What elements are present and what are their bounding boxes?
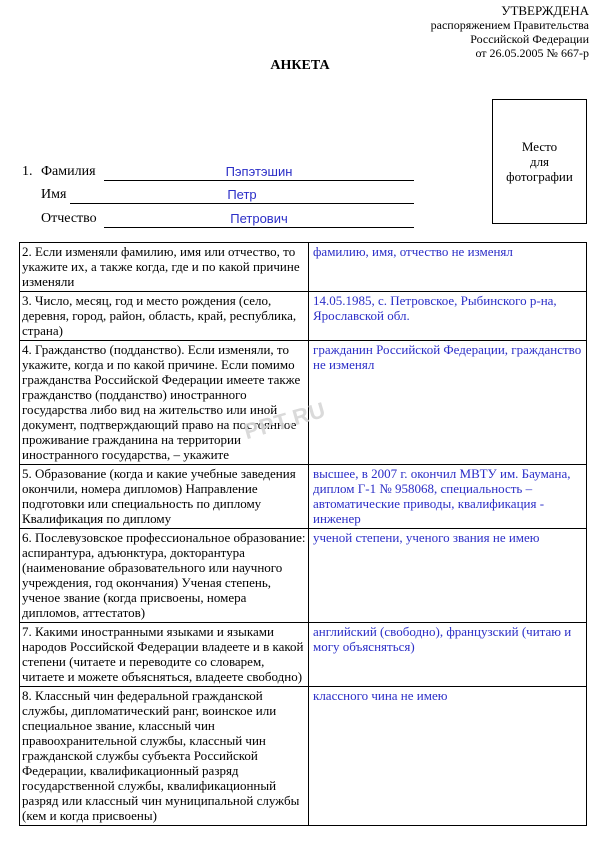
approval-heading: УТВЕРЖДЕНА	[501, 3, 589, 18]
photo-label-3: фотографии	[506, 169, 573, 184]
table-row	[20, 243, 587, 292]
approval-line-1: распоряжением Правительства	[430, 18, 589, 32]
answer-cell[interactable]: высшее, в 2007 г. окончил МВТУ им. Баумана, диплом Г-1 № 958068, специальность – автоматические приводы, квалификация - инженер	[309, 465, 587, 529]
question-cell: 6. Послевузовское профессиональное образование: аспирантура, адъюнктура, докторантура (наименование образовательного или научного учреждения, год окончания) Ученая степень, ученое звание (когда присвоены, номера дипломов, аттестатов)	[20, 529, 309, 623]
table-row	[20, 292, 587, 341]
answer-cell[interactable]: английский (свободно), французский (читаю и могу объясняться)	[309, 623, 587, 687]
question-cell: 8. Классный чин федеральной гражданской службы, дипломатический ранг, воинское или специальное звание, классный чин правоохранительной службы, классный чин гражданской службы субъекта Российской Федерации, квалификационный разряд государственной службы, квалификационный разряд или классный чин муниципальной службы (кем и когда присвоены)	[20, 687, 309, 826]
questionnaire-table	[19, 242, 587, 826]
surname-field[interactable]: Пэпэтэшин	[104, 164, 414, 181]
question-cell: 4. Гражданство (подданство). Если изменяли, то укажите, когда и по какой причине. Если помимо гражданства Российской Федерации имеете также гражданство (подданство) иностранного государства либо вид на жительство или иной документ, подтверждающий право на постоянное проживание гражданина на территории иностранного государства, – укажите	[20, 341, 309, 465]
approval-stamp	[431, 4, 589, 60]
surname-label: Фамилия	[41, 164, 96, 179]
table-row	[20, 529, 587, 623]
photo-label-1: Место	[521, 139, 558, 154]
first-name-field[interactable]: Петр	[70, 187, 414, 204]
answer-cell[interactable]: 14.05.1985, с. Петровское, Рыбинского р-на, Ярославской обл.	[309, 292, 587, 341]
patronymic-label: Отчество	[41, 211, 97, 226]
question-cell: 3. Число, месяц, год и место рождения (село, деревня, город, район, область, край, республика, страна)	[20, 292, 309, 341]
watermark: PPT.RU	[241, 396, 329, 445]
patronymic-field[interactable]: Петрович	[104, 211, 414, 228]
table-row	[20, 687, 587, 826]
answer-cell[interactable]: гражданин Российской Федерации, гражданство не изменял	[309, 341, 587, 465]
approval-line-3: от 26.05.2005 № 667-р	[475, 46, 589, 60]
first-name-label: Имя	[41, 187, 67, 202]
item-number: 1.	[22, 164, 33, 179]
table-row	[20, 465, 587, 529]
question-cell: 7. Какими иностранными языками и языками народов Российской Федерации владеете и в какой степени (читаете и переводите со словарем, читаете и можете объясняться, владеете свободно)	[20, 623, 309, 687]
table-row	[20, 623, 587, 687]
approval-line-2: Российской Федерации	[470, 32, 589, 46]
page-title: АНКЕТА	[270, 58, 330, 73]
question-cell: 5. Образование (когда и какие учебные заведения окончили, номера дипломов) Направление подготовки или специальность по диплому Квалификация по диплому	[20, 465, 309, 529]
photo-placeholder	[492, 99, 587, 224]
photo-label-2: для	[529, 154, 550, 169]
answer-cell[interactable]: ученой степени, ученого звания не имею	[309, 529, 587, 623]
answer-cell[interactable]: классного чина не имею	[309, 687, 587, 826]
answer-cell[interactable]: фамилию, имя, отчество не изменял	[309, 243, 587, 292]
question-cell: 2. Если изменяли фамилию, имя или отчество, то укажите их, а также когда, где и по какой причине изменяли	[20, 243, 309, 292]
